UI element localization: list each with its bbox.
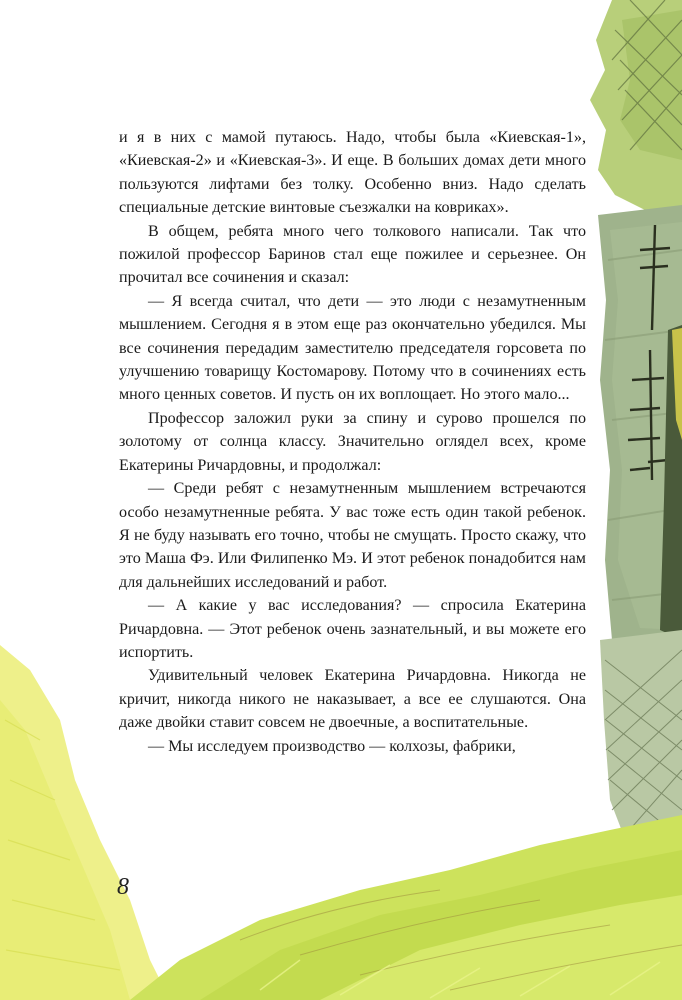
- paragraph: Профессор заложил руки за спину и сурово прошелся по золотому от солнца классу. Значительно оглядел всех, кроме Екатерины Ричардовны, и продолжал:: [119, 409, 586, 474]
- page-number: 8: [117, 874, 129, 900]
- paragraph: — Мы исследуем производство — колхозы, фабрики,: [148, 737, 516, 755]
- paragraph: — Я всегда считал, что дети — это люди с незамутненным мышлением. Сегодня я в этом еще раз окончательно убедился. Мы все сочинения передадим заместителю председателя горсовета по улучшению товарищу Костомарову. Потому что в сочинениях есть много ценных советов. И пусть он их воплощает. Но этого мало...: [119, 292, 586, 404]
- paragraph: и я в них с мамой путаюсь. Надо, чтобы была «Киевская-1», «Киевская-2» и «Киевская-3». И еще. В больших домах дети много пользуются лифтами без толку. Особенно вниз. Надо сделать специальные детские винтовые съезжалки на ковриках».: [119, 129, 586, 217]
- paragraph: Удивительный человек Екатерина Ричардовна. Никогда не кричит, никогда никого не наказывает, а все ее слушаются. Она даже двойки ставит совсем не двоечные, а воспитательные.: [119, 667, 586, 732]
- foliage-top-right: [590, 0, 682, 215]
- grass-bottom: [130, 815, 682, 1000]
- body-text: [119, 126, 586, 758]
- stone-column: [598, 205, 682, 650]
- paragraph: — А какие у вас исследования? — спросила Екатерина Ричардовна. — Этот ребенок очень зазнательный, и вы можете его испортить.: [119, 597, 586, 661]
- paragraph: — Среди ребят с незамутненным мышлением встречаются особо незамутненные ребята. У вас тоже есть один такой ребенок. Я не буду называть его точно, чтобы не смущать. Просто скажу, что это Маша Фэ. Или Филипенко Мэ. И этот ребенок понадобится нам для дальнейших исследований и работ.: [119, 480, 586, 591]
- paragraph: В общем, ребята много чего толкового написали. Так что пожилой профессор Баринов стал еще пожилее и серьезнее. Он прочитал все сочинения и сказал:: [119, 222, 586, 287]
